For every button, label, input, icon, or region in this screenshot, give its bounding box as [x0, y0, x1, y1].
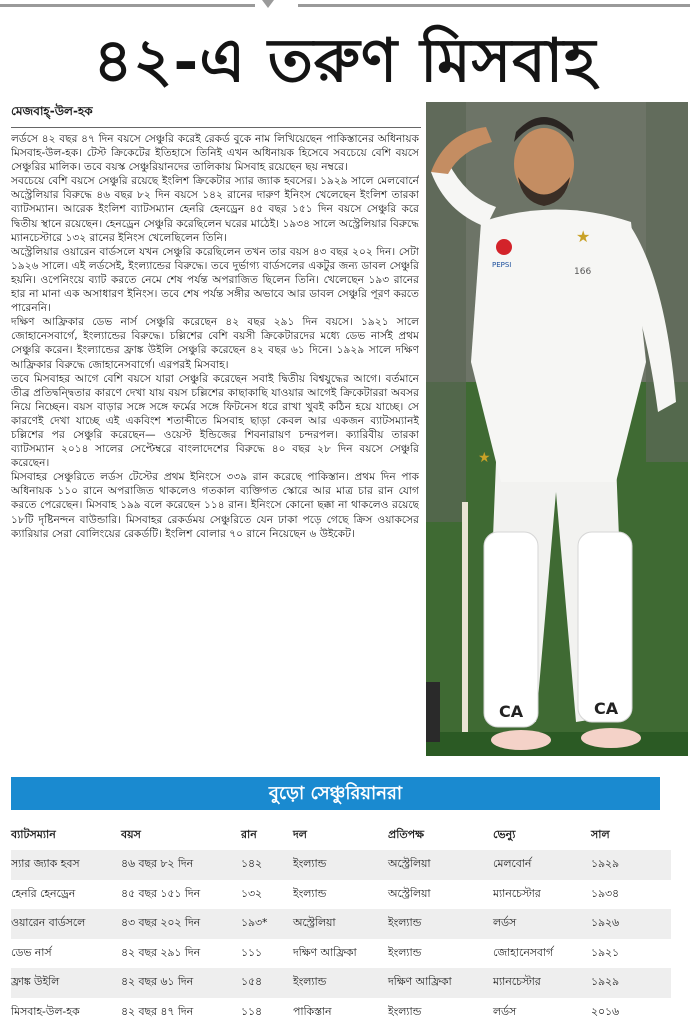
cell-batsman: ফ্রাঙ্ক উইলি — [11, 968, 121, 998]
cell-venue: লর্ডস — [493, 909, 591, 939]
header-opponent: প্রতিপক্ষ — [388, 827, 424, 841]
cell-year: ১৯২৯ — [591, 850, 671, 880]
cell-batsman: স্যার জ্যাক হবস — [11, 850, 121, 880]
pad-logo-left: CA — [499, 702, 524, 721]
sponsor-logo — [496, 239, 512, 255]
star-icon: ★ — [576, 227, 591, 246]
table-title: বুড়ো সেঞ্চুরিয়ানরা — [11, 777, 660, 810]
cell-batsman: ওয়ারেন বার্ডসলে — [11, 909, 121, 939]
table-row — [11, 850, 671, 880]
cell-age: ৪৫ বছর ১৫১ দিন — [121, 886, 201, 900]
cell-age: ৪২ বছর ২৯১ দিন — [121, 945, 201, 959]
shoe-right — [581, 728, 641, 748]
cell-runs: ১৪২ — [241, 850, 293, 880]
cell-batsman: ডেভ নার্স — [11, 945, 52, 959]
article-paragraph: লর্ডসে ৪২ বছর ৪৭ দিন বয়সে সেঞ্চুরি করেই রেকর্ড বুকে নাম লিখিয়েছেন পাকিস্তানের অধিনায়ক মিসবাহ-উল-হক। টেস্ট ক্রিকেটের ইতিহাসে তিনিই এখন অধিনায়ক হিসেবে সবচেয়ে বেশি বয়সে সেঞ্চুরির মালিক। তবে বয়স্ক সেঞ্চুরিয়ানদের তালিকায় মিসবাহ রয়েছেন ছয় নম্বরে। — [11, 133, 419, 174]
cell-year: ১৯৩৪ — [591, 886, 620, 900]
cell-opponent: দক্ষিণ আফ্রিকা — [388, 968, 493, 998]
cell-runs: ১১১ — [241, 945, 263, 959]
article-paragraph: দক্ষিণ আফ্রিকার ডেভ নার্স সেঞ্চুরি করেছেন ৪২ বছর ২৯১ দিন বয়সে। ১৯২১ সালে জোহানেসবার্গে, ইংল্যান্ডের বিরুদ্ধে। চল্লিশের বেশি বয়সী ক্রিকেটারদের মধ্যে ডেভ নার্সই প্রথম সেঞ্চুরি করেন। ইংল্যান্ডের ফ্রাঙ্ক উইলি সেঞ্চুরি করেছেন ৪২ বছর ৬১ দিনে। ১৯২৯ সালে দক্ষিণ আফ্রিকার বিরুদ্ধে জোহানেসবার্গে। এরপরই মিসবাহ। — [11, 316, 419, 371]
header-runs: রান — [241, 827, 257, 841]
article-body — [11, 132, 419, 764]
old-centurions-table — [11, 820, 671, 1027]
header-team: দল — [293, 827, 307, 841]
pad-logo-right: CA — [594, 699, 619, 718]
cell-runs: ১৯৩* — [241, 909, 293, 939]
header-batsman: ব্যাটসম্যান — [11, 827, 56, 841]
table-row — [11, 998, 671, 1028]
bat-handle — [426, 682, 440, 742]
top-rule-notch — [262, 0, 274, 8]
cell-team: দক্ষিণ আফ্রিকা — [293, 945, 357, 959]
cell-batsman: মিসবাহ-উল-হক — [11, 1004, 80, 1018]
header-age: বয়স — [121, 827, 141, 841]
cell-opponent: ইংল্যান্ড — [388, 945, 422, 959]
cell-runs: ১১৪ — [241, 1004, 263, 1018]
sponsor-text: PEPSI — [492, 261, 512, 269]
cell-team: ইংল্যান্ড — [293, 886, 327, 900]
article-paragraph: সবচেয়ে বেশি বয়সে সেঞ্চুরি রয়েছে ইংলিশ ক্রিকেটার স্যার জ্যাক হবসের। ১৯২৯ সালে মেলবোর্নে অস্ট্রেলিয়ার বিরুদ্ধে ৪৬ বছর ৮২ দিন বয়সে ১৪২ রানের দারুণ ইনিংস খেলেছেন ইংলিশ তারকা ব্যাটসম্যান। আরেক ইংলিশ ব্যাটসম্যান হেনরি হেনড্রেন ৪৫ বছর ১৫১ দিন বয়সে সেঞ্চুরি করে দ্বিতীয় স্থানে রয়েছেন। হেনড্রেন সেঞ্চুরি করেছিলেন ঘরের মাঠেই। ১৯৩৪ সালে অস্ট্রেলিয়ার বিরুদ্ধে ম্যানচেস্টারে ১৩২ রানের ইনিংস খেলেছিলেন তিনি। — [11, 175, 419, 244]
cell-opponent: ইংল্যান্ড — [388, 1004, 422, 1018]
header-venue: ভেন্যু — [493, 827, 516, 841]
cell-venue: ম্যানচেস্টার — [493, 968, 591, 998]
cell-year: ২০১৬ — [591, 1004, 620, 1018]
cell-venue: জোহানেসবার্গ — [493, 945, 554, 959]
cell-venue: ম্যানচেস্টার — [493, 886, 541, 900]
cell-runs: ১৩২ — [241, 886, 263, 900]
cell-venue: মেলবোর্ন — [493, 850, 591, 880]
player-illustration — [426, 102, 688, 756]
cell-age: ৪২ বছর ৬১ দিন — [121, 968, 241, 998]
top-rule-left — [0, 4, 255, 7]
top-rule-right — [298, 4, 690, 7]
article-paragraph: অস্ট্রেলিয়ার ওয়ারেন বার্ডসলে যখন সেঞ্চুরি করেছিলেন তখন তার বয়স ৪৩ বছর ২০২ দিন। সেটা ১৯২৬ সালে। এই লর্ডসেই, ইংল্যান্ডের বিরুদ্ধে। তবে দুর্ভাগ্য বার্ডসলের একটুর জন্য ডাবল সেঞ্চুরি হয়নি। ওপেনিংয়ে ব্যাট করতে নেমে শেষ পর্যন্ত অপরাজিত ছিলেন তিনি। খেলেছেন ১৯৩ রানের হার না মানা এক অসাধারণ ইনিংস। তবে শেষ পর্যন্ত সঙ্গীর অভাবে আর ডাবল সেঞ্চুরি পূরণ করতে পারেননি। — [11, 245, 419, 315]
cell-year: ১৯২১ — [591, 945, 620, 959]
trouser-star-icon: ★ — [478, 450, 491, 466]
cell-team: ইংল্যান্ড — [293, 968, 388, 998]
cell-year: ১৯২৯ — [591, 968, 671, 998]
cell-year: ১৯২৬ — [591, 909, 671, 939]
cell-age: ৪২ বছর ৪৭ দিন — [121, 1004, 194, 1018]
cell-team: অস্ট্রেলিয়া — [293, 909, 388, 939]
cell-opponent: অস্ট্রেলিয়া — [388, 886, 431, 900]
table-header-row — [11, 820, 671, 850]
byline: মেজবাহ্-উল-হক — [11, 103, 421, 128]
table-row — [11, 939, 671, 969]
cell-batsman: হেনরি হেনড্রেন — [11, 886, 76, 900]
table-row — [11, 909, 671, 939]
cell-age: ৪৩ বছর ২০২ দিন — [121, 909, 241, 939]
table-row — [11, 968, 671, 998]
jersey-number: 166 — [574, 267, 592, 277]
article-paragraph: তবে মিসবাহর আগে বেশি বয়সে যারা সেঞ্চুরি করেছেন সবাই দ্বিতীয় বিশ্বযুদ্ধের আগে। বর্তমানে তীব্র প্রতিদ্বন্দ্বিতার কারণে দেখা যায় বয়স চল্লিশের কাছাকাছি যাওয়ার আগেই ক্রিকেটাররা অবসর নিয়ে নিচ্ছেন। বয়স বাড়ার সঙ্গে সঙ্গে ফর্মের সঙ্গে ফিটনেস ধরে রাখা খুবই কঠিন হয়ে যাচ্ছে। সে কারণেই দেখা যাচ্ছে এই একবিংশ শতাব্দীতে মিসবাহ ছাড়া কেবল আর একজন ব্যাটসম্যানই চল্লিশের পর সেঞ্চুরি করেছেন— ওয়েস্ট ইন্ডিজের শিবনারায়ণ চন্দরপল। ক্যারিবীয় তারকা ব্যাটসম্যান ২০১৪ সালের সেপ্টেম্বরে বাংলাদেশের বিরুদ্ধে ৪০ বছর ২৮ দিন বয়সে সেঞ্চুরি করেছেন। — [11, 372, 419, 470]
article-paragraph: মিসবাহর সেঞ্চুরিতে লর্ডস টেস্টের প্রথম ইনিংসে ৩৩৯ রান করেছে পাকিস্তান। প্রথম দিন পাক অধিনায়ক ১১০ রানে অপরাজিত থাকলেও গতকাল ব্যক্তিগত স্কোরে আর মাত্র চার রান যোগ করতে পেরেছেন। মিসবাহ ১৯৯ বলে করেছেন ১১৪ রান। ইনিংসে কোনো ছক্কা না থাকলেও রয়েছে ১৮টি দৃষ্টিনন্দন বাউন্ডারি। মিসবাহর রেকর্ডময় সেঞ্চুরিতে যেন ঢাকা পড়ে গেছে ক্রিস ওয়াকসের ক্যারিয়ার সেরা বোলিংয়ের রেকর্ডটি। ইংলিশ বোলার ৭০ রানে নিয়েছেন ৬ উইকেট। — [11, 471, 419, 540]
pitch-edge — [426, 732, 688, 756]
cell-age: ৪৬ বছর ৮২ দিন — [121, 850, 241, 880]
cell-team: পাকিস্তান — [293, 1004, 332, 1018]
stump-left — [462, 502, 468, 732]
table-row — [11, 880, 671, 910]
top-rule — [0, 0, 690, 14]
leg-pad-right — [578, 532, 632, 722]
header-year: সাল — [591, 827, 610, 841]
cell-opponent: ইংল্যান্ড — [388, 909, 493, 939]
cell-venue: লর্ডস — [493, 1004, 517, 1018]
headline: ৪২-এ তরুণ মিসবাহ — [93, 26, 597, 96]
cell-opponent: অস্ট্রেলিয়া — [388, 850, 493, 880]
player-photo — [426, 102, 688, 756]
cell-team: ইংল্যান্ড — [293, 850, 388, 880]
leg-pad-left — [484, 532, 538, 727]
cell-runs: ১৫৪ — [241, 968, 293, 998]
shoe-left — [491, 730, 551, 750]
